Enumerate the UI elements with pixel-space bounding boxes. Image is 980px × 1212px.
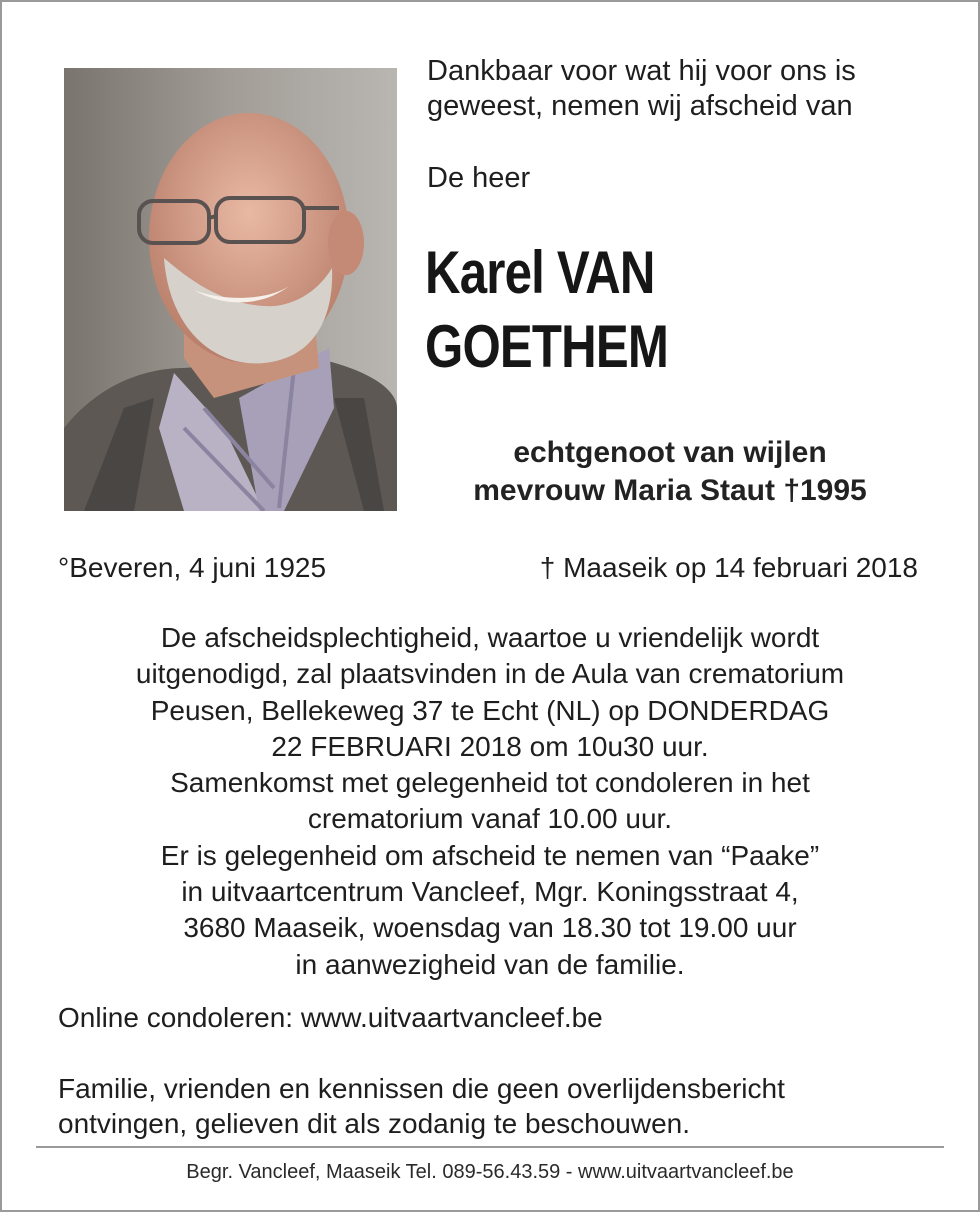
ceremony-line: De afscheidsplechtigheid, waartoe u vriendelijk wordt — [160, 622, 820, 653]
ceremony-line: uitgenodigd, zal plaatsvinden in de Aula van crematorium — [135, 658, 845, 690]
footer-credit: Begr. Vancleef, Maaseik Tel. 089-56.43.59 - www.uitvaartvancleef.be — [186, 1161, 794, 1183]
name-line-1: Karel VAN — [425, 239, 655, 306]
name-line-2: GOETHEM — [425, 313, 669, 380]
notice-line-2: ontvingen, gelieven dit als zodanig te beschouwen. — [58, 1108, 690, 1139]
ceremony-line: 22 FEBRUARI 2018 om 10u30 uur. — [271, 730, 709, 762]
ceremony-line: Peusen, Bellekeweg 37 te Echt (NL) op DONDERDAG — [150, 694, 830, 726]
intro-text — [427, 54, 947, 124]
spouse-text — [420, 434, 920, 510]
spouse-line-1: echtgenoot van wijlen — [513, 436, 827, 469]
death-info: † Maaseik op 14 februari 2018 — [539, 552, 918, 583]
portrait-photo — [64, 68, 397, 511]
notice-line-1: Familie, vrienden en kennissen die geen overlijdensbericht — [58, 1073, 785, 1104]
ceremony-line: 3680 Maaseik, woensdag van 18.30 tot 19.00 uur — [183, 912, 797, 944]
intro-line-2: geweest, nemen wij afscheid van — [427, 90, 853, 122]
footer-divider — [36, 1146, 944, 1148]
notice-text — [58, 1071, 938, 1141]
online-condolences: Online condoleren: www.uitvaartvancleef.be — [58, 1002, 603, 1033]
honorific: De heer — [427, 162, 531, 194]
ceremony-line: crematorium vanaf 10.00 uur. — [307, 803, 673, 835]
ceremony-text — [40, 620, 940, 983]
ceremony-line: in aanwezigheid van de familie. — [295, 948, 685, 980]
birth-info: °Beveren, 4 juni 1925 — [58, 552, 327, 583]
ceremony-line: in uitvaartcentrum Vancleef, Mgr. Koningsstraat 4, — [181, 876, 799, 908]
deceased-name — [425, 236, 851, 384]
ceremony-line: Er is gelegenheid om afscheid te nemen van “Paake” — [160, 839, 820, 871]
intro-line-1: Dankbaar voor wat hij voor ons is — [427, 55, 856, 87]
spouse-line-2: mevrouw Maria Staut †1995 — [473, 474, 867, 507]
ceremony-line: Samenkomst met gelegenheid tot condoleren in het — [170, 767, 810, 799]
